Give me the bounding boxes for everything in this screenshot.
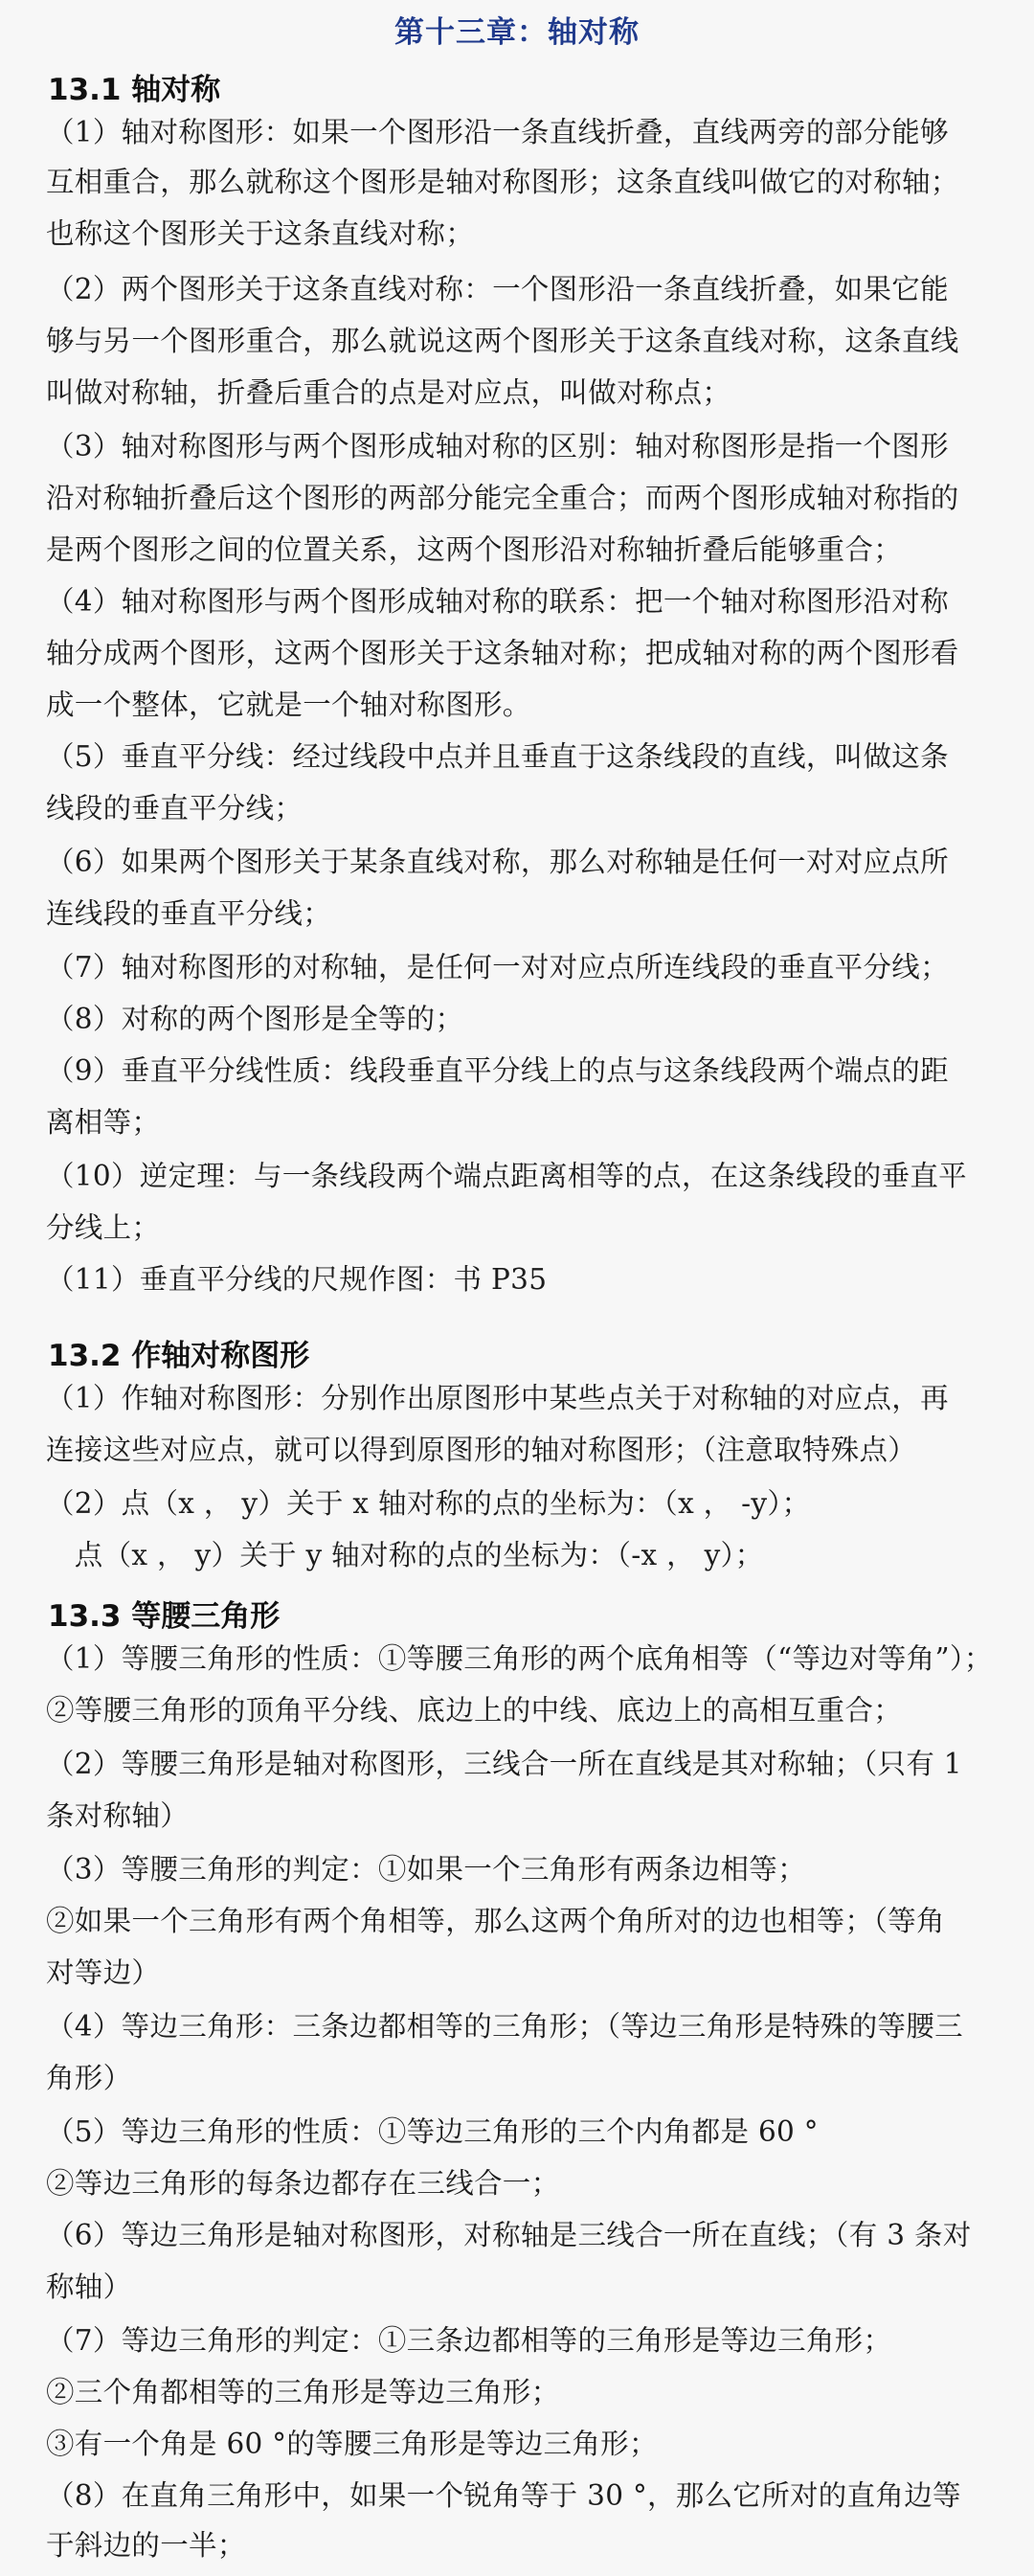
paragraph-line: （2）等腰三角形是轴对称图形，三线合一所在直线是其对称轴；（只有 1 (46, 1748, 962, 1780)
paragraph-line: 条对称轴） (46, 1799, 190, 1832)
paragraph-line: 点（x ， y）关于 y 轴对称的点的坐标为：（-x ， y）； (46, 1539, 764, 1571)
section-title-13-3: 13.3 等腰三角形 (48, 1599, 281, 1634)
paragraph-line: （3）等腰三角形的判定：①如果一个三角形有两条边相等； (46, 1853, 806, 1886)
paragraph-line: 沿对称轴折叠后这个图形的两部分能完全重合；而两个图形成轴对称指的 (46, 482, 959, 514)
paragraph-line: （2）点（x ， y）关于 x 轴对称的点的坐标为：（x ， -y）； (46, 1487, 811, 1520)
paragraph-line: 是两个图形之间的位置关系，这两个图形沿对称轴折叠后能够重合； (46, 533, 903, 566)
paragraph-line: 离相等； (46, 1106, 161, 1139)
paragraph-line: （7）等边三角形的判定：①三条边都相等的三角形是等边三角形； (46, 2324, 892, 2357)
paragraph-line: （1）等腰三角形的性质：①等腰三角形的两个底角相等（“等边对等角”）； (46, 1642, 993, 1675)
paragraph-line: 也称这个图形关于这条直线对称； (46, 217, 475, 250)
paragraph-line: 连接这些对应点，就可以得到原图形的轴对称图形；（注意取特殊点） (46, 1434, 917, 1466)
paragraph-line: 够与另一个图形重合，那么就说这两个图形关于这条直线对称，这条直线 (46, 325, 959, 357)
paragraph-line: （4）等边三角形：三条边都相等的三角形；（等边三角形是特殊的等腰三 (46, 2010, 963, 2043)
paragraph-line: 于斜边的一半； (46, 2529, 246, 2562)
paragraph-line: （8）在直角三角形中，如果一个锐角等于 30 °，那么它所对的直角边等 (46, 2479, 961, 2512)
paragraph-line: （8）对称的两个图形是全等的； (46, 1003, 464, 1035)
paragraph-line: （2）两个图形关于这条直线对称：一个图形沿一条直线折叠，如果它能 (46, 273, 949, 305)
paragraph-line: 称轴） (46, 2271, 132, 2303)
paragraph-line: （9）垂直平分线性质：线段垂直平分线上的点与这条线段两个端点的距 (46, 1054, 949, 1087)
paragraph-line: （5）垂直平分线：经过线段中点并且垂直于这条线段的直线，叫做这条 (46, 740, 949, 773)
paragraph-line: （10）逆定理：与一条线段两个端点距离相等的点，在这条线段的垂直平 (46, 1160, 967, 1192)
chapter-title: 第十三章：轴对称 (394, 15, 640, 50)
paragraph-line: （5）等边三角形的性质：①等边三角形的三个内角都是 60 ° (46, 2115, 819, 2148)
section-title-13-1: 13.1 轴对称 (48, 73, 221, 107)
section-title-13-2: 13.2 作轴对称图形 (48, 1339, 310, 1373)
paragraph-line: ②等边三角形的每条边都存在三线合一； (46, 2167, 560, 2200)
paragraph-line: ③有一个角是 60 °的等腰三角形是等边三角形； (46, 2428, 658, 2460)
paragraph-line: 互相重合，那么就称这个图形是轴对称图形；这条直线叫做它的对称轴； (46, 166, 959, 198)
paragraph-line: ②三个角都相等的三角形是等边三角形； (46, 2376, 560, 2408)
paragraph-line: 连线段的垂直平分线； (46, 897, 332, 930)
paragraph-line: （3）轴对称图形与两个图形成轴对称的区别：轴对称图形是指一个图形 (46, 430, 949, 463)
paragraph-line: 线段的垂直平分线； (46, 792, 303, 825)
paragraph-line: 对等边） (46, 1956, 161, 1989)
paragraph-line: 轴分成两个图形，这两个图形关于这条轴对称；把成轴对称的两个图形看 (46, 637, 959, 669)
paragraph-line: ②等腰三角形的顶角平分线、底边上的中线、底边上的高相互重合； (46, 1694, 903, 1727)
paragraph-line: 叫做对称轴，折叠后重合的点是对应点，叫做对称点； (46, 376, 731, 409)
paragraph-line: （6）如果两个图形关于某条直线对称，那么对称轴是任何一对对应点所 (46, 846, 949, 878)
paragraph-line: （11）垂直平分线的尺规作图：书 P35 (46, 1263, 548, 1296)
paragraph-line: 分线上； (46, 1211, 161, 1244)
paragraph-line: 成一个整体，它就是一个轴对称图形。 (46, 689, 531, 721)
paragraph-line: 角形） (46, 2062, 132, 2094)
paragraph-line: （6）等边三角形是轴对称图形，对称轴是三线合一所在直线；（有 3 条对 (46, 2219, 972, 2251)
paragraph-line: （7）轴对称图形的对称轴，是任何一对对应点所连线段的垂直平分线； (46, 951, 949, 983)
paragraph-line: （1）作轴对称图形：分别作出原图形中某些点关于对称轴的对应点，再 (46, 1382, 949, 1414)
paragraph-line: （4）轴对称图形与两个图形成轴对称的联系：把一个轴对称图形沿对称 (46, 585, 949, 618)
paragraph-line: （1）轴对称图形：如果一个图形沿一条直线折叠，直线两旁的部分能够 (46, 116, 949, 148)
paragraph-line: ②如果一个三角形有两个角相等，那么这两个角所对的边也相等；（等角 (46, 1905, 945, 1937)
